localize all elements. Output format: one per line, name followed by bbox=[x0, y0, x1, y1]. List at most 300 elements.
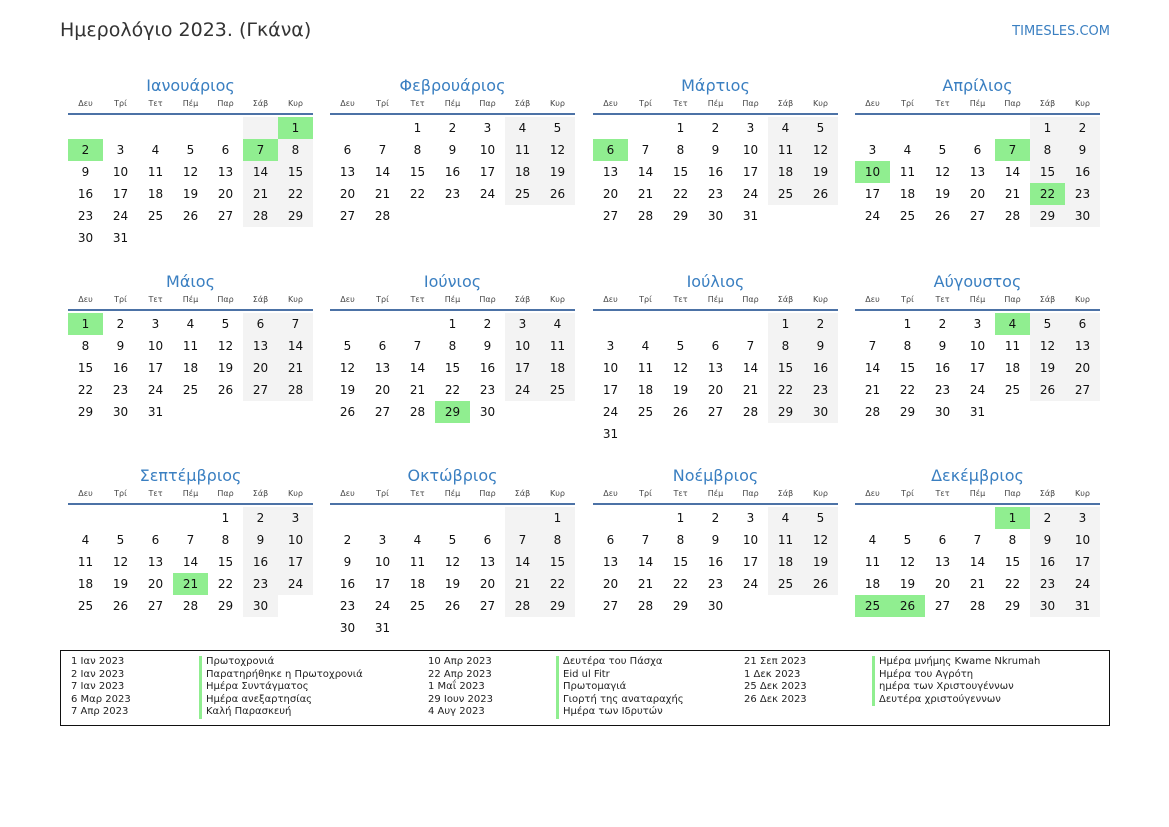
day-cell: 23 bbox=[479, 383, 496, 397]
day-cell: 19 bbox=[803, 161, 838, 183]
weekday-label: Σάβ bbox=[252, 99, 269, 108]
day-cell: 6 bbox=[378, 339, 387, 353]
month-block bbox=[68, 463, 313, 617]
weekday-label: Πέμ bbox=[969, 489, 986, 498]
weekday-label: Κυρ bbox=[813, 489, 828, 498]
day-cell: 2 bbox=[938, 317, 947, 331]
day-cell: 18 bbox=[182, 361, 199, 375]
day-cell: 27 bbox=[1065, 379, 1100, 401]
day-cell: 15 bbox=[409, 165, 426, 179]
day-cell: 24 bbox=[505, 379, 540, 401]
day-cell: 15 bbox=[1004, 555, 1021, 569]
day-cell: 20 bbox=[602, 187, 619, 201]
day-cell: 29 bbox=[77, 405, 94, 419]
weekday-label: Δευ bbox=[865, 489, 880, 498]
day-cell: 12 bbox=[217, 339, 234, 353]
day-cell: 11 bbox=[899, 165, 916, 179]
day-cell: 7 bbox=[278, 313, 313, 335]
day-cell: 6 bbox=[593, 139, 628, 161]
day-cell: 13 bbox=[1065, 335, 1100, 357]
day-cell: 20 bbox=[147, 577, 164, 591]
day-cell: 8 bbox=[221, 533, 230, 547]
day-cell: 24 bbox=[864, 209, 881, 223]
day-cell: 17 bbox=[602, 383, 619, 397]
day-cell: 26 bbox=[934, 209, 951, 223]
day-cell: 30 bbox=[803, 401, 838, 423]
day-cell: 31 bbox=[374, 621, 391, 635]
day-cell: 13 bbox=[147, 555, 164, 569]
day-cell: 27 bbox=[147, 599, 164, 613]
day-cell: 16 bbox=[112, 361, 129, 375]
day-cell: 1 bbox=[676, 511, 685, 525]
day-cell: 4 bbox=[413, 533, 422, 547]
day-cell: 11 bbox=[637, 361, 654, 375]
day-cell: 26 bbox=[1030, 379, 1065, 401]
weekday-label: Σάβ bbox=[252, 489, 269, 498]
holiday-name: Ημέρα των Ιδρυτών bbox=[556, 706, 663, 719]
day-cell: 7 bbox=[641, 533, 650, 547]
day-cell: 22 bbox=[1030, 183, 1065, 205]
day-cell: 26 bbox=[540, 183, 575, 205]
empty-cell bbox=[68, 507, 103, 529]
day-cell: 29 bbox=[435, 401, 470, 423]
day-cell: 7 bbox=[995, 139, 1030, 161]
day-cell: 13 bbox=[969, 165, 986, 179]
month-name: Σεπτέμβριος bbox=[139, 466, 242, 485]
weekday-label: Δευ bbox=[78, 489, 93, 498]
holiday-date: 10 Απρ 2023 bbox=[428, 656, 492, 667]
day-cell: 10 bbox=[479, 143, 496, 157]
weekday-label: Τετ bbox=[673, 295, 688, 304]
day-cell: 16 bbox=[803, 357, 838, 379]
day-cell: 15 bbox=[672, 165, 689, 179]
day-cell: 17 bbox=[864, 187, 881, 201]
day-cell: 4 bbox=[868, 533, 877, 547]
day-cell: 26 bbox=[672, 405, 689, 419]
day-cell: 13 bbox=[339, 165, 356, 179]
holiday-date: 2 Ιαν 2023 bbox=[71, 668, 125, 680]
day-cell: 15 bbox=[278, 161, 313, 183]
legend-row bbox=[71, 694, 363, 707]
weekday-label: Κυρ bbox=[1075, 489, 1090, 498]
month-block bbox=[68, 73, 313, 249]
day-cell: 1 bbox=[278, 117, 313, 139]
holiday-name: Πρωτοχρονιά bbox=[199, 656, 274, 669]
day-cell: 9 bbox=[116, 339, 125, 353]
day-cell: 9 bbox=[483, 339, 492, 353]
weekday-label: Τρί bbox=[639, 295, 652, 304]
day-cell: 25 bbox=[147, 209, 164, 223]
day-cell: 31 bbox=[147, 405, 164, 419]
weekday-header bbox=[593, 488, 838, 505]
weekday-label: Δευ bbox=[865, 295, 880, 304]
day-cell: 20 bbox=[339, 187, 356, 201]
day-grid bbox=[330, 313, 575, 423]
day-cell: 26 bbox=[890, 595, 925, 617]
day-cell: 8 bbox=[903, 339, 912, 353]
weekday-label: Τρί bbox=[639, 99, 652, 108]
day-cell: 14 bbox=[637, 555, 654, 569]
legend-row bbox=[744, 656, 1040, 669]
holiday-name: Ημέρα μνήμης Kwame Nkrumah bbox=[872, 656, 1040, 669]
day-cell: 10 bbox=[969, 339, 986, 353]
day-cell: 28 bbox=[969, 599, 986, 613]
weekday-label: Δευ bbox=[865, 99, 880, 108]
day-cell: 10 bbox=[374, 555, 391, 569]
day-cell: 22 bbox=[672, 187, 689, 201]
day-cell: 12 bbox=[899, 555, 916, 569]
day-cell: 11 bbox=[182, 339, 199, 353]
day-cell: 2 bbox=[803, 313, 838, 335]
day-cell: 5 bbox=[186, 143, 195, 157]
holiday-legend bbox=[60, 650, 1110, 726]
day-cell: 3 bbox=[746, 121, 755, 135]
day-cell: 21 bbox=[864, 383, 881, 397]
empty-cell bbox=[243, 117, 278, 139]
legend-row bbox=[428, 656, 684, 669]
month-block bbox=[855, 463, 1100, 617]
day-cell: 10 bbox=[147, 339, 164, 353]
day-grid bbox=[330, 117, 575, 227]
day-cell: 29 bbox=[672, 209, 689, 223]
day-cell: 5 bbox=[1030, 313, 1065, 335]
site-link[interactable]: TIMESLES.COM bbox=[1012, 24, 1110, 39]
day-cell: 24 bbox=[969, 383, 986, 397]
legend-row bbox=[428, 681, 684, 694]
holiday-name: Eid ul Fitr bbox=[556, 669, 610, 682]
day-cell: 12 bbox=[182, 165, 199, 179]
day-cell: 31 bbox=[602, 427, 619, 441]
day-cell: 8 bbox=[1030, 139, 1065, 161]
legend-row bbox=[428, 669, 684, 682]
day-cell: 30 bbox=[1030, 595, 1065, 617]
legend-row bbox=[744, 669, 1040, 682]
day-cell: 12 bbox=[444, 555, 461, 569]
holiday-name: Παρατηρήθηκε η Πρωτοχρονιά bbox=[199, 669, 363, 682]
day-cell: 23 bbox=[803, 379, 838, 401]
holiday-date: 7 Απρ 2023 bbox=[71, 706, 129, 717]
day-cell: 29 bbox=[768, 401, 803, 423]
day-cell: 15 bbox=[768, 357, 803, 379]
day-cell: 10 bbox=[505, 335, 540, 357]
day-cell: 23 bbox=[444, 187, 461, 201]
weekday-header bbox=[593, 294, 838, 311]
day-cell: 2 bbox=[243, 507, 278, 529]
day-cell: 22 bbox=[768, 379, 803, 401]
weekday-header bbox=[593, 98, 838, 115]
day-cell: 2 bbox=[68, 139, 103, 161]
weekday-label: Τρί bbox=[114, 99, 127, 108]
day-cell: 19 bbox=[540, 161, 575, 183]
day-cell: 17 bbox=[969, 361, 986, 375]
day-cell: 18 bbox=[899, 187, 916, 201]
empty-cell bbox=[925, 117, 960, 139]
day-cell: 28 bbox=[243, 205, 278, 227]
weekday-label: Παρ bbox=[742, 99, 759, 108]
day-cell: 16 bbox=[934, 361, 951, 375]
day-cell: 30 bbox=[934, 405, 951, 419]
day-cell: 14 bbox=[742, 361, 759, 375]
weekday-header bbox=[330, 488, 575, 505]
day-cell: 20 bbox=[1065, 357, 1100, 379]
day-cell: 7 bbox=[868, 339, 877, 353]
weekday-header bbox=[855, 98, 1100, 115]
day-cell: 20 bbox=[243, 357, 278, 379]
empty-cell bbox=[855, 117, 890, 139]
day-cell: 12 bbox=[934, 165, 951, 179]
day-cell: 8 bbox=[676, 143, 685, 157]
empty-cell bbox=[698, 313, 733, 335]
weekday-label: Πέμ bbox=[444, 489, 461, 498]
day-cell: 28 bbox=[409, 405, 426, 419]
weekday-label: Κυρ bbox=[1075, 295, 1090, 304]
day-cell: 9 bbox=[938, 339, 947, 353]
empty-cell bbox=[925, 507, 960, 529]
weekday-label: Σάβ bbox=[777, 99, 794, 108]
day-cell: 4 bbox=[768, 117, 803, 139]
day-cell: 4 bbox=[540, 313, 575, 335]
day-cell: 2 bbox=[711, 121, 720, 135]
empty-cell bbox=[960, 117, 995, 139]
day-cell: 16 bbox=[77, 187, 94, 201]
day-cell: 24 bbox=[602, 405, 619, 419]
day-cell: 19 bbox=[217, 361, 234, 375]
empty-cell bbox=[330, 313, 365, 335]
weekday-label: Τρί bbox=[114, 295, 127, 304]
month-name: Μάρτιος bbox=[681, 76, 750, 95]
weekday-label: Σάβ bbox=[514, 489, 531, 498]
day-cell: 27 bbox=[602, 599, 619, 613]
month-block bbox=[68, 269, 313, 423]
weekday-header bbox=[68, 294, 313, 311]
holiday-name: ημέρα των Χριστουγέννων bbox=[872, 681, 1014, 694]
day-cell: 22 bbox=[409, 187, 426, 201]
day-cell: 22 bbox=[278, 183, 313, 205]
legend-row bbox=[71, 681, 363, 694]
weekday-label: Κυρ bbox=[550, 295, 565, 304]
empty-cell bbox=[593, 313, 628, 335]
weekday-label: Παρ bbox=[479, 489, 496, 498]
day-cell: 18 bbox=[768, 551, 803, 573]
day-cell: 14 bbox=[864, 361, 881, 375]
day-cell: 21 bbox=[637, 577, 654, 591]
day-cell: 25 bbox=[855, 595, 890, 617]
day-cell: 17 bbox=[742, 555, 759, 569]
day-cell: 9 bbox=[803, 335, 838, 357]
day-cell: 14 bbox=[374, 165, 391, 179]
day-cell: 24 bbox=[479, 187, 496, 201]
day-cell: 7 bbox=[186, 533, 195, 547]
day-cell: 4 bbox=[903, 143, 912, 157]
day-cell: 25 bbox=[1004, 383, 1021, 397]
day-cell: 26 bbox=[182, 209, 199, 223]
day-cell: 27 bbox=[339, 209, 356, 223]
day-cell: 28 bbox=[742, 405, 759, 419]
day-cell: 16 bbox=[479, 361, 496, 375]
day-cell: 28 bbox=[864, 405, 881, 419]
day-cell: 5 bbox=[540, 117, 575, 139]
day-cell: 28 bbox=[637, 209, 654, 223]
day-cell: 12 bbox=[803, 139, 838, 161]
weekday-label: Παρ bbox=[217, 295, 234, 304]
day-cell: 24 bbox=[742, 577, 759, 591]
day-cell: 5 bbox=[938, 143, 947, 157]
empty-cell bbox=[68, 117, 103, 139]
day-cell: 6 bbox=[1065, 313, 1100, 335]
day-cell: 22 bbox=[1004, 577, 1021, 591]
day-cell: 27 bbox=[374, 405, 391, 419]
weekday-label: Τρί bbox=[376, 295, 389, 304]
day-cell: 10 bbox=[1065, 529, 1100, 551]
day-cell: 15 bbox=[217, 555, 234, 569]
day-cell: 24 bbox=[147, 383, 164, 397]
empty-cell bbox=[173, 507, 208, 529]
day-grid bbox=[593, 313, 838, 445]
holiday-name: Ημέρα ανεξαρτησίας bbox=[199, 694, 312, 707]
day-cell: 9 bbox=[1065, 139, 1100, 161]
day-cell: 17 bbox=[1065, 551, 1100, 573]
weekday-label: Δευ bbox=[340, 295, 355, 304]
weekday-label: Τρί bbox=[376, 489, 389, 498]
day-cell: 29 bbox=[217, 599, 234, 613]
day-cell: 21 bbox=[969, 577, 986, 591]
day-cell: 4 bbox=[995, 313, 1030, 335]
month-name: Φεβρουάριος bbox=[399, 76, 506, 95]
day-cell: 26 bbox=[444, 599, 461, 613]
day-cell: 8 bbox=[768, 335, 803, 357]
day-cell: 14 bbox=[409, 361, 426, 375]
month-block bbox=[855, 73, 1100, 227]
month-name: Αύγουστος bbox=[933, 272, 1022, 291]
month-name: Ιούνιος bbox=[423, 272, 482, 291]
weekday-label: Τετ bbox=[673, 489, 688, 498]
weekday-label: Πέμ bbox=[444, 295, 461, 304]
weekday-label: Τρί bbox=[901, 99, 914, 108]
empty-cell bbox=[400, 313, 435, 335]
day-cell: 9 bbox=[711, 533, 720, 547]
day-cell: 17 bbox=[147, 361, 164, 375]
empty-cell bbox=[103, 507, 138, 529]
day-cell: 17 bbox=[278, 551, 313, 573]
day-cell: 31 bbox=[969, 405, 986, 419]
day-cell: 2 bbox=[483, 317, 492, 331]
weekday-label: Δευ bbox=[603, 99, 618, 108]
empty-cell bbox=[593, 507, 628, 529]
day-cell: 25 bbox=[505, 183, 540, 205]
holiday-date: 25 Δεκ 2023 bbox=[744, 681, 807, 692]
day-cell: 27 bbox=[969, 209, 986, 223]
day-cell: 30 bbox=[1065, 205, 1100, 227]
day-cell: 20 bbox=[217, 187, 234, 201]
day-cell: 14 bbox=[969, 555, 986, 569]
day-cell: 31 bbox=[1065, 595, 1100, 617]
day-cell: 25 bbox=[409, 599, 426, 613]
day-cell: 9 bbox=[243, 529, 278, 551]
holiday-name: Καλή Παρασκευή bbox=[199, 706, 291, 719]
day-cell: 3 bbox=[483, 121, 492, 135]
day-cell: 13 bbox=[243, 335, 278, 357]
empty-cell bbox=[995, 117, 1030, 139]
legend-row bbox=[744, 681, 1040, 694]
day-grid bbox=[68, 313, 313, 423]
day-cell: 12 bbox=[1030, 335, 1065, 357]
day-cell: 14 bbox=[637, 165, 654, 179]
day-cell: 17 bbox=[374, 577, 391, 591]
day-cell: 8 bbox=[1008, 533, 1017, 547]
weekday-label: Πέμ bbox=[707, 489, 724, 498]
empty-cell bbox=[365, 313, 400, 335]
day-cell: 24 bbox=[374, 599, 391, 613]
day-cell: 25 bbox=[182, 383, 199, 397]
weekday-label: Σάβ bbox=[514, 295, 531, 304]
day-cell: 5 bbox=[903, 533, 912, 547]
weekday-label: Κυρ bbox=[288, 295, 303, 304]
day-cell: 3 bbox=[1065, 507, 1100, 529]
day-cell: 4 bbox=[81, 533, 90, 547]
month-block bbox=[593, 463, 838, 617]
day-cell: 31 bbox=[742, 209, 759, 223]
day-cell: 18 bbox=[637, 383, 654, 397]
day-cell: 2 bbox=[116, 317, 125, 331]
day-cell: 8 bbox=[676, 533, 685, 547]
holiday-name: Δευτέρα του Πάσχα bbox=[556, 656, 663, 669]
day-cell: 23 bbox=[707, 577, 724, 591]
holiday-name: Δευτέρα χριστούγεννων bbox=[872, 694, 1001, 707]
day-cell: 30 bbox=[707, 209, 724, 223]
day-cell: 1 bbox=[995, 507, 1030, 529]
day-cell: 20 bbox=[479, 577, 496, 591]
day-cell: 6 bbox=[483, 533, 492, 547]
day-cell: 6 bbox=[243, 313, 278, 335]
day-cell: 20 bbox=[934, 577, 951, 591]
day-cell: 23 bbox=[77, 209, 94, 223]
day-cell: 23 bbox=[339, 599, 356, 613]
weekday-label: Τετ bbox=[673, 99, 688, 108]
day-cell: 16 bbox=[707, 555, 724, 569]
empty-cell bbox=[330, 117, 365, 139]
day-cell: 7 bbox=[505, 529, 540, 551]
day-cell: 20 bbox=[374, 383, 391, 397]
weekday-label: Κυρ bbox=[288, 489, 303, 498]
weekday-label: Τετ bbox=[148, 99, 163, 108]
day-cell: 11 bbox=[505, 139, 540, 161]
weekday-label: Παρ bbox=[217, 489, 234, 498]
day-grid bbox=[593, 117, 838, 227]
month-block bbox=[330, 269, 575, 423]
day-cell: 5 bbox=[803, 117, 838, 139]
day-cell: 8 bbox=[448, 339, 457, 353]
day-cell: 29 bbox=[278, 205, 313, 227]
weekday-label: Δευ bbox=[340, 489, 355, 498]
day-cell: 24 bbox=[742, 187, 759, 201]
day-grid bbox=[855, 507, 1100, 617]
empty-cell bbox=[628, 117, 663, 139]
day-cell: 11 bbox=[1004, 339, 1021, 353]
day-cell: 27 bbox=[479, 599, 496, 613]
empty-cell bbox=[138, 117, 173, 139]
day-cell: 14 bbox=[243, 161, 278, 183]
weekday-label: Πέμ bbox=[969, 295, 986, 304]
day-cell: 13 bbox=[374, 361, 391, 375]
day-cell: 1 bbox=[413, 121, 422, 135]
day-cell: 21 bbox=[505, 573, 540, 595]
day-cell: 2 bbox=[343, 533, 352, 547]
empty-cell bbox=[855, 507, 890, 529]
day-cell: 2 bbox=[711, 511, 720, 525]
day-cell: 9 bbox=[81, 165, 90, 179]
day-cell: 6 bbox=[973, 143, 982, 157]
day-cell: 4 bbox=[505, 117, 540, 139]
